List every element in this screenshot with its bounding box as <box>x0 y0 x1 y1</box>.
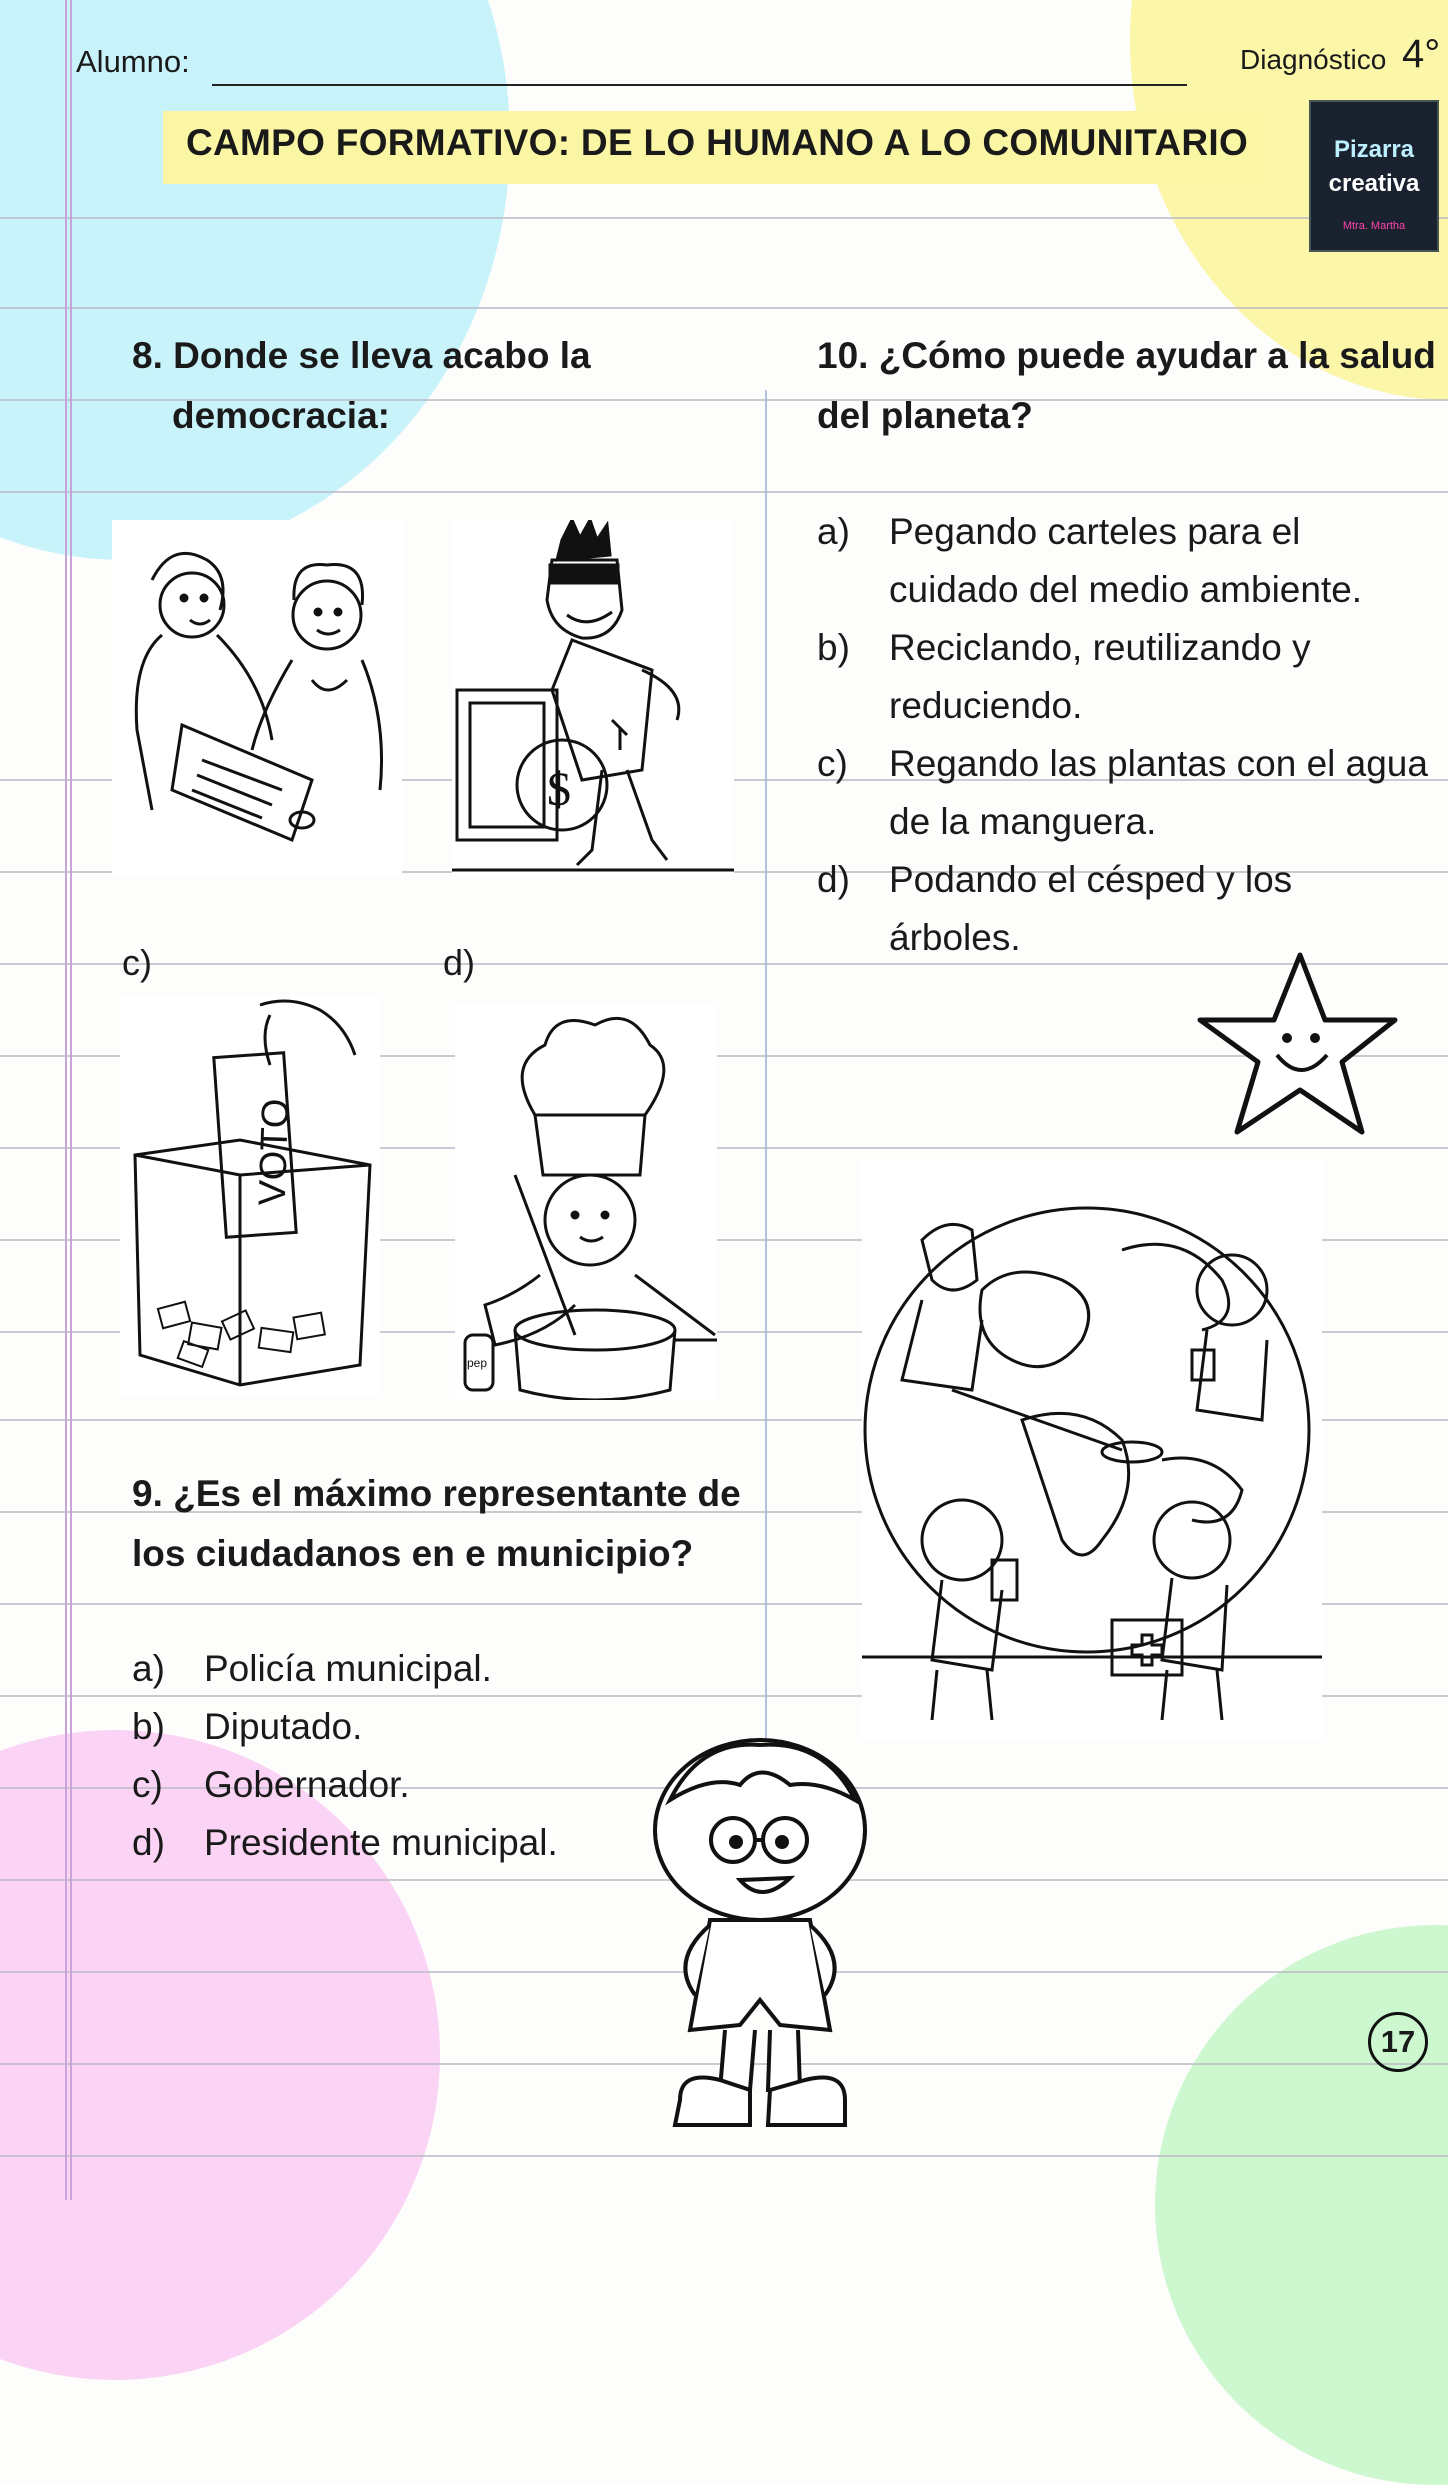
people-signing-illustration[interactable] <box>112 520 402 875</box>
option-text: Diputado. <box>204 1706 363 1747</box>
student-name-label: Alumno: <box>76 44 190 79</box>
option-letter: d) <box>817 859 850 900</box>
boy-with-glasses-illustration <box>640 1730 880 2140</box>
question-10-option-c[interactable] <box>817 735 1448 851</box>
grade-label: 4° <box>1402 32 1441 76</box>
option-text-line2: reduciendo. <box>889 685 1083 726</box>
option-letter: d) <box>132 1822 165 1863</box>
question-10-options <box>817 503 1448 967</box>
logo-text-pizarra: Pizarra <box>1333 136 1415 163</box>
option-c-label: c) <box>122 942 152 983</box>
question-8 <box>132 326 732 446</box>
question-9-option-a[interactable] <box>132 1640 782 1698</box>
pepper-label-text: pep <box>467 1356 488 1370</box>
option-text-line2: de la manguera. <box>889 801 1157 842</box>
girl-cooking-illustration[interactable] <box>455 1005 717 1400</box>
option-text: Policía municipal. <box>204 1648 492 1689</box>
page-number-badge: 17 <box>1368 2012 1428 2072</box>
option-text-line2: cuidado del medio ambiente. <box>889 569 1363 610</box>
option-text-line1: Podando el césped y los <box>889 859 1293 900</box>
ballot-box-voting-illustration[interactable] <box>120 995 380 1395</box>
option-letter: a) <box>817 511 850 552</box>
student-name-field[interactable] <box>212 84 1187 86</box>
question-10-option-a[interactable] <box>817 503 1448 619</box>
option-text-line1: Regando las plantas con el agua <box>889 743 1428 784</box>
question-10-option-b[interactable] <box>817 619 1448 735</box>
logo-text-author: Mtra. Martha <box>1342 220 1406 232</box>
smiling-star-icon <box>1192 950 1402 1160</box>
logo-text-creativa: creativa <box>1328 170 1420 197</box>
children-caring-for-planet-illustration[interactable] <box>862 1160 1322 1740</box>
option-letter: c) <box>132 1764 163 1805</box>
question-8-line2: democracia: <box>172 395 390 436</box>
voto-text: VOTO <box>251 1097 298 1207</box>
option-letter: b) <box>817 627 850 668</box>
question-9 <box>132 1464 782 1584</box>
option-letter: a) <box>132 1648 165 1689</box>
thief-stealing-money-illustration[interactable] <box>452 520 734 875</box>
question-9-line1: 9. ¿Es el máximo representante de <box>132 1473 741 1514</box>
question-8-line1: 8. Donde se lleva acabo la <box>132 335 591 376</box>
option-letter: c) <box>817 743 848 784</box>
option-text: Presidente municipal. <box>204 1822 558 1863</box>
question-10-line1: 10. ¿Cómo puede ayudar a la salud <box>817 335 1436 376</box>
money-bag-dollar-sign: $ <box>547 763 571 816</box>
option-text-line2: árboles. <box>889 917 1021 958</box>
option-text-line1: Reciclando, reutilizando y <box>889 627 1311 668</box>
option-letter: b) <box>132 1706 165 1747</box>
question-9-line2: los ciudadanos en e municipio? <box>132 1533 694 1574</box>
option-text-line1: Pegando carteles para el <box>889 511 1301 552</box>
question-10 <box>817 326 1448 446</box>
page-title: CAMPO FORMATIVO: DE LO HUMANO A LO COMUNITARIO <box>186 122 1249 163</box>
pizarra-creativa-logo <box>1309 100 1439 252</box>
question-10-line2: del planeta? <box>817 395 1033 436</box>
option-d-label: d) <box>443 942 476 983</box>
diagnostic-label: Diagnóstico <box>1240 44 1387 75</box>
option-text: Gobernador. <box>204 1764 410 1805</box>
